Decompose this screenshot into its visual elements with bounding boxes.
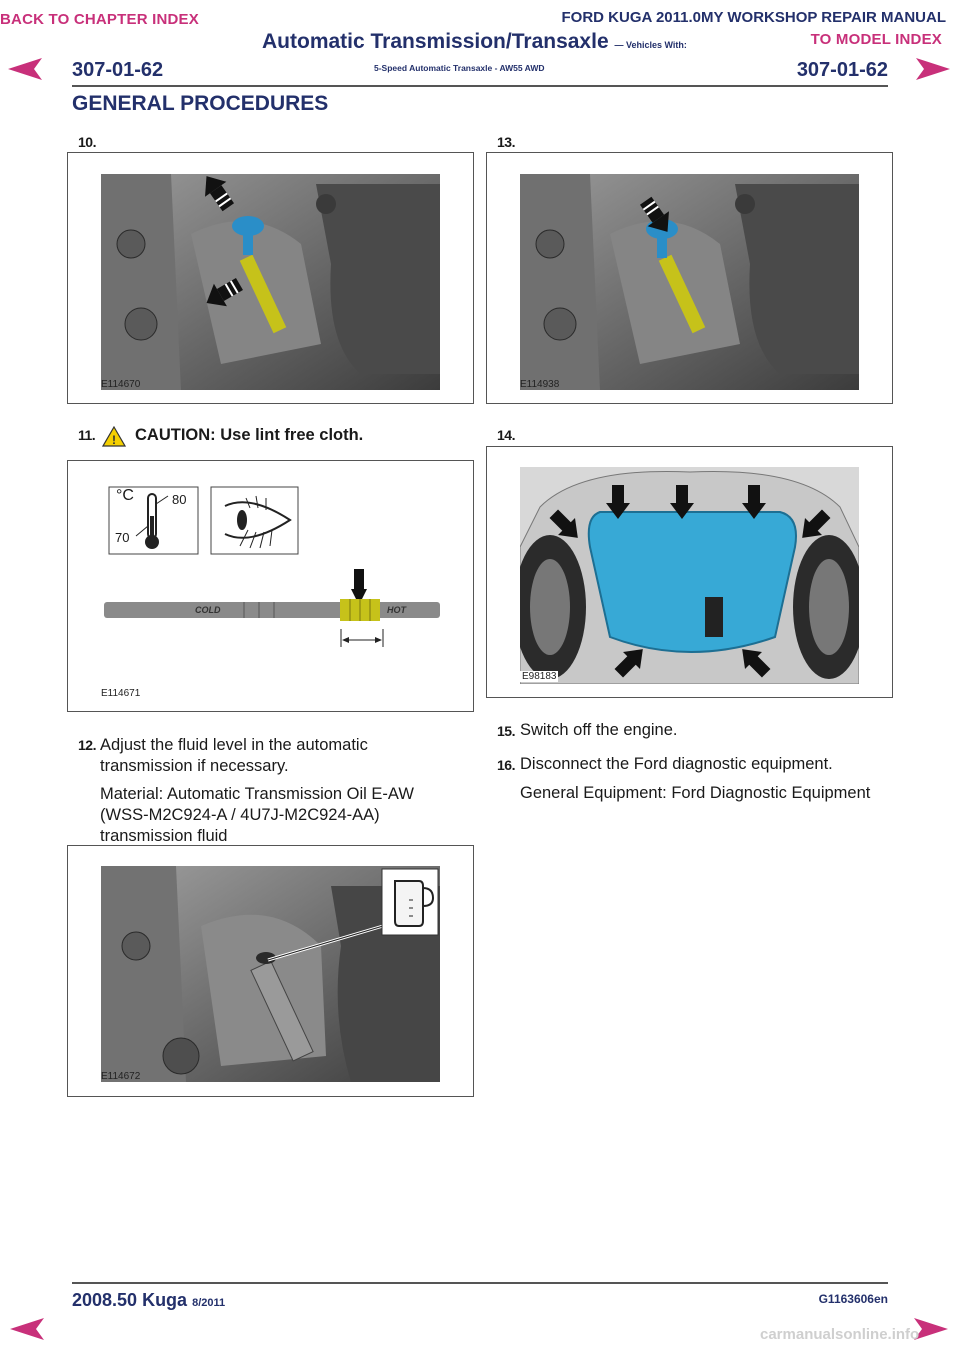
dipstick-installation-illustration bbox=[520, 174, 859, 390]
previous-page-arrow-icon[interactable] bbox=[10, 1318, 44, 1340]
caution-warning-icon bbox=[102, 426, 126, 452]
transmission-fluid-fill-illustration bbox=[101, 866, 440, 1082]
step-15-number: 15. bbox=[497, 723, 515, 739]
group-title: GENERAL PROCEDURES bbox=[72, 92, 329, 115]
figure-code: E114671 bbox=[101, 688, 141, 699]
hot-range-dimension-icon bbox=[340, 629, 384, 647]
temperature-low-label: 70 bbox=[115, 530, 130, 545]
header-rule bbox=[72, 85, 888, 87]
section-title-suffix: — Vehicles With: bbox=[614, 40, 687, 50]
figure-code: E114672 bbox=[101, 1071, 141, 1082]
figure-e114938 bbox=[486, 152, 893, 404]
section-title: Automatic Transmission/Transaxle — Vehicles With: bbox=[262, 30, 687, 53]
step-16-text: Disconnect the Ford diagnostic equipment. bbox=[520, 755, 833, 773]
footer-model: 2008.50 Kuga 8/2011 bbox=[72, 1290, 226, 1310]
page-number-right: 307-01-62 bbox=[796, 59, 888, 81]
footer-date: 8/2011 bbox=[192, 1297, 226, 1309]
page-number-left: 307-01-62 bbox=[72, 59, 164, 81]
figure-code: E98183 bbox=[522, 671, 557, 682]
step-12-material: Material: Automatic Transmission Oil E-AW (WSS-M2C924-A / 4U7J-M2C924-AA) transmission fluid bbox=[100, 785, 414, 845]
step-12-number: 12. bbox=[78, 737, 96, 753]
to-model-index-link[interactable]: TO MODEL INDEX bbox=[810, 31, 942, 48]
section-subtitle: 5-Speed Automatic Transaxle - AW55 AWD bbox=[374, 63, 545, 73]
eye-inspection-icon bbox=[210, 486, 299, 555]
step-16-number: 16. bbox=[497, 757, 515, 773]
figure-code: E114938 bbox=[520, 379, 560, 390]
step-14-number: 14. bbox=[497, 427, 515, 443]
caution-text: CAUTION: Use lint free cloth. bbox=[135, 426, 364, 444]
step-12-text: Adjust the fluid level in the automatic transmission if necessary. bbox=[100, 736, 368, 775]
manual-title: FORD KUGA 2011.0MY WORKSHOP REPAIR MANUAL bbox=[561, 9, 946, 26]
figure-e98183 bbox=[486, 446, 893, 698]
next-page-arrow-icon[interactable] bbox=[916, 58, 950, 80]
step-16-equipment: General Equipment: Ford Diagnostic Equipment bbox=[520, 784, 871, 802]
cold-mark-label: COLD bbox=[195, 605, 221, 615]
back-to-chapter-index-link[interactable]: BACK TO CHAPTER INDEX bbox=[0, 11, 199, 28]
step-13-number: 13. bbox=[497, 134, 515, 150]
figure-e114672 bbox=[67, 845, 474, 1097]
figure-e114670 bbox=[67, 152, 474, 404]
temperature-unit-label: °C bbox=[116, 487, 134, 504]
previous-page-arrow-icon[interactable] bbox=[8, 58, 42, 80]
hot-mark-label: HOT bbox=[387, 605, 406, 615]
underbody-shield-illustration bbox=[520, 467, 859, 684]
temperature-high-label: 80 bbox=[172, 492, 187, 507]
transmission-dipstick-removal-illustration bbox=[101, 174, 440, 390]
figure-e114671 bbox=[67, 460, 474, 712]
step-10-number: 10. bbox=[78, 134, 96, 150]
step-11-number: 11. bbox=[78, 427, 96, 443]
footer-doc-code: G1163606en bbox=[818, 1292, 888, 1306]
svg-text:!: ! bbox=[112, 433, 116, 447]
watermark-text: carmanualsonline.info bbox=[760, 1326, 920, 1343]
step-15-text: Switch off the engine. bbox=[520, 721, 678, 739]
footer-rule bbox=[72, 1282, 888, 1284]
figure-code: E114670 bbox=[101, 379, 141, 390]
